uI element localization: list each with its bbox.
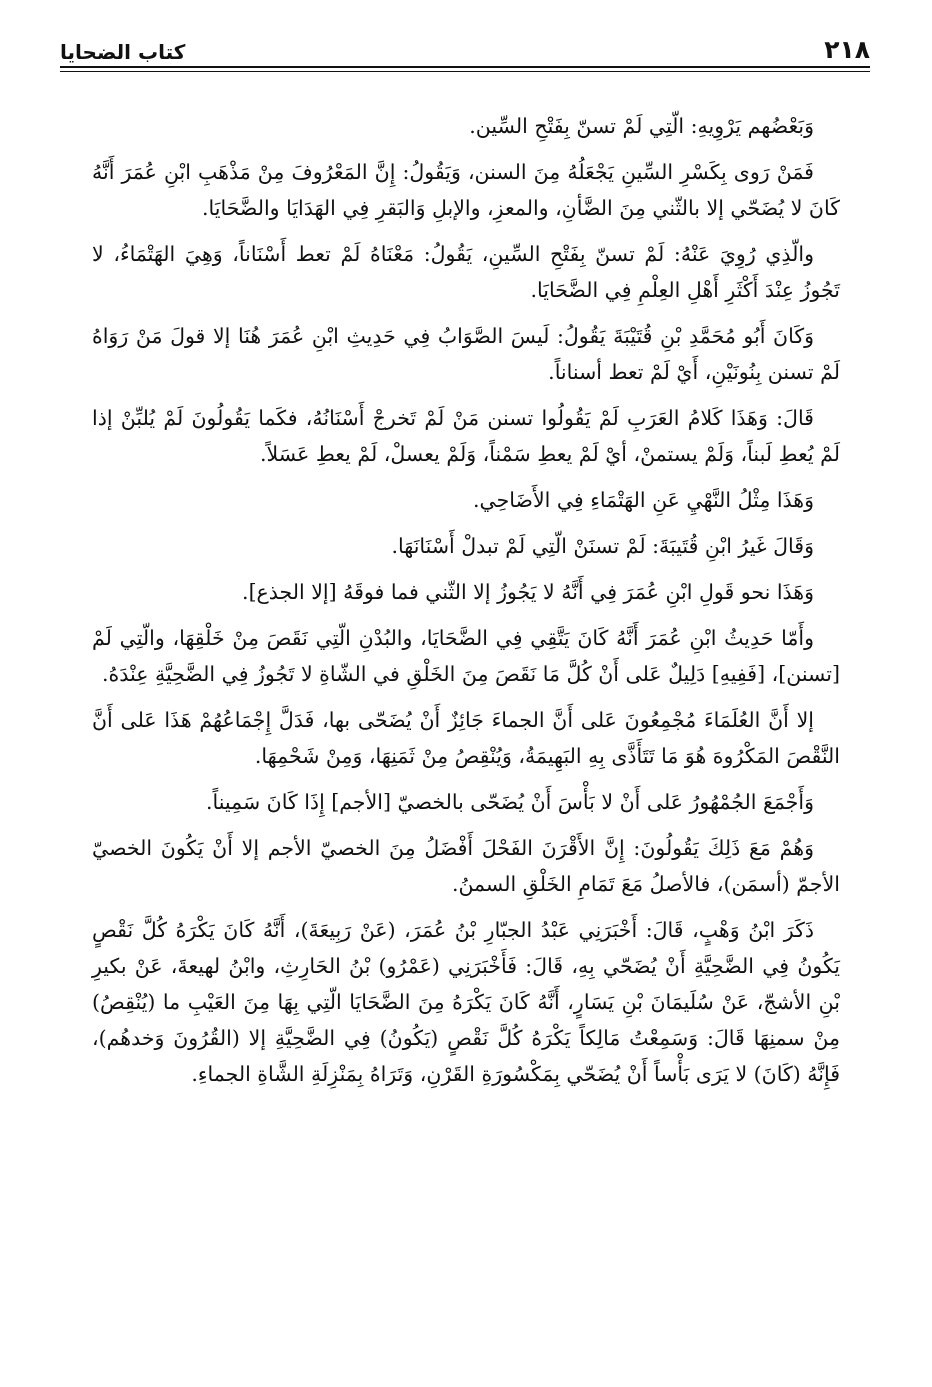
paragraph: وَكَانَ أَبُو مُحَمَّدِ بْنِ قُتَيْبَةَ يَقُولُ: لَيسَ الصَّوَابُ فِي حَدِيثِ ابْنِ عُمَرَ هُنَا إلا قولَ مَنْ رَوَاهُ لَمْ تسنن بِنُونَيْنِ، أَيْ لَمْ تعط أسناناً. (92, 324, 840, 384)
paragraph: إلا أَنَّ العُلَمَاءَ مُجْمِعُونَ عَلى أَنَّ الجماءَ جَائِزٌ أَنْ يُضَحّى بها، فَدَلَّ إِجْمَاعُهُمْ هَذَا عَلى أَنَّ النَّقْصَ المَكْرُوهَ هُوَ مَا تَتَأَذَّى بِهِ البَهِيمَةُ، وَيُنْقِصُ مِنْ ثَمَنِهَا، وَمِنْ شَحْمِهَا. (92, 708, 840, 768)
paragraph: وَهَذَا مِثْلُ النَّهْيِ عَنِ الهَتْمَاءِ فِي الأَضَاحِي. (473, 488, 814, 512)
paragraph: فَمَنْ رَوى بِكَسْرِ السِّينِ يَجْعَلُهُ مِنَ السنن، وَيَقُولُ: إِنَّ المَعْرُوفَ مِنْ مَذْهَبِ ابْنِ عُمَرَ أَنَّهُ كَانَ لا يُضَحّي إلا بالثّني مِنَ الضَّأنِ، والمعزِ، والإبلِ وَالبَقرِ فِي الهَدَايَا والضَّحَايَا. (92, 160, 840, 220)
paragraph: وَقَالَ غَيرُ ابْنِ قُتَيبَةَ: لَمْ تسنَنْ الّتِي لَمْ تبدلْ أَسْنَانَهَا. (391, 534, 814, 558)
paragraph: قَالَ: وَهَذَا كَلامُ العَرَبِ لَمْ يَقُولُوا تسنن مَنْ لَمْ تَخرجْ أَسْنَانُهُ، فكَما يَقُولُونَ لَمْ يُلبِّنْ إذا لَمْ يُعطِ لَبناً، وَلَمْ يستمنْ، أيْ لَمْ يعطِ سَمْناً، وَلَمْ يعسلْ، لَمْ يعطِ عَسَلاً. (92, 406, 840, 466)
paragraph: وَبَعْضُهم يَرْوِيهِ: الّتِي لَمْ تسنّ بِفَتْحِ السِّين. (469, 114, 814, 138)
paragraph: وَهَذَا نحو قَولِ ابْنِ عُمَرَ فِي أَنَّهُ لا يَجُوزُ إلا الثّني فما فوقَهُ [إلا الجذع]. (242, 580, 814, 604)
paragraph: وأَمّا حَدِيثُ ابْنِ عُمَرَ أَنَّهُ كَانَ يَتَّقِي فِي الضَّحَايَا، والبُدْنِ الّتِي نَقَصَ مِنْ خَلْقِهَا، والّتِي لَمْ [تسنن]، [فَفِيهِ] دَلِيلٌ عَلى أَنْ كُلَّ مَا نَقَصَ مِنَ الخَلْقِ في الشّاةِ لا تَجُوزُ فِي الضَّحِيَّةِ عِنْدَهُ. (92, 626, 840, 686)
header-rule-thin (60, 71, 870, 72)
body-text (92, 108, 840, 1102)
paragraph: ذَكَرَ ابْنُ وَهْبٍ، قَالَ: أَخْبَرَنِي عَبْدُ الجبّارِ بْنُ عُمَرَ، (عَنْ رَبِيعَةَ)، أَنَّهُ كَانَ يَكْرَهُ كُلَّ نَقْصٍ يَكُونُ فِي الضَّحِيَّةِ أَنْ يُضَحّي بِهِ، قَالَ: فَأَخْبَرَنِي (عَمْرُو) بْنُ الحَارِثِ، وابْنُ لهيعةَ، عَنْ بكيرِ بْنِ الأشجّ، عَنْ سُلَيمَانَ بْنِ يَسَارٍ، أَنَّهُ كَانَ يَكْرَهُ مِنَ الضَّحَايَا الّتِي بِهَا مِنَ العَيْبِ ما (يُنْقِصُ) مِنْ سمنِهَا قَالَ: وَسَمِعْتُ مَالِكاً يَكْرَهُ كُلَّ نَقْصٍ (يَكُونُ) فِي الضَّحِيَّةِ إلا (القُرُونَ وَخدهُم)، فَإِنَّهُ (كَانَ) لا يَرَى بَأْساً أَنْ يُضَحّي بِمَكْسُورَةِ القَرْنِ، وَتَرَاهُ بِمَنْزِلَةِ الشَّاةِ الجماءِ. (92, 918, 840, 1086)
paragraph: وَهُمْ مَعَ ذَلِكَ يَقُولُونَ: إِنَّ الأَقْرَنَ الفَحْلَ أَفْضَلُ مِنَ الخصيّ الأجم إلا أَنْ يَكُونَ الخصيّ الأجمّ (أسمَن)، فالأصلُ مَعَ تَمَامِ الخَلْقِ السمنُ. (92, 836, 840, 896)
page-number: ٢١٨ (824, 35, 870, 64)
paragraph: والّذِي رُوِيَ عَنْهُ: لَمْ تسنّ بِفَتْحِ السِّينِ، يَقُولُ: مَعْنَاهُ لَمْ تعط أَسْنَاناً، وَهِيَ الهَتْمَاءُ، لا تَجُوزُ عِنْدَ أَكْثَرِ أَهْلِ العِلْمِ فِي الضَّحَايَا. (92, 242, 840, 302)
book-title: كتاب الضحايا (60, 40, 186, 64)
header-rule (60, 66, 870, 68)
running-header (60, 30, 870, 64)
paragraph: وَأَجْمَعَ الجُمْهُورُ عَلى أَنْ لا بَأْسَ أَنْ يُضَحّى بالخصيّ [الأجم] إِذَا كَانَ سَمِيناً. (205, 790, 814, 814)
